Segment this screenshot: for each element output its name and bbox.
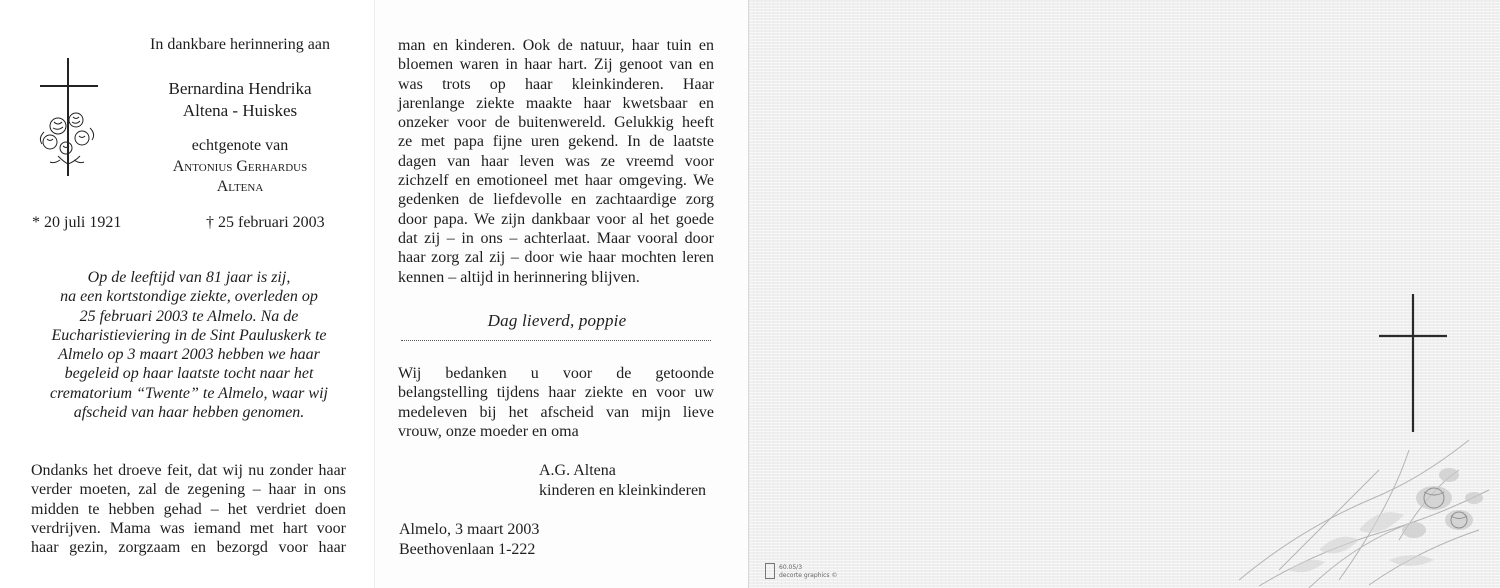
cross-with-roses-icon <box>30 56 102 180</box>
body-line: zichzelf en emotioneel met haar omgeving. We <box>398 172 714 190</box>
body-line: onzeker voor de buitenwereld. Gelukkig heeft <box>398 114 714 132</box>
italic-line: crematorium “Twente” te Almelo, waar wij <box>50 384 328 402</box>
body-line: bloemen waren in haar hart. Zij genoot van en <box>398 56 714 74</box>
italic-line: Almelo op 3 maart 2003 hebben we haar <box>58 346 320 364</box>
thanks-line: vrouw, onze moeder en oma <box>398 422 579 440</box>
spouse-label: echtgenote van <box>191 137 289 154</box>
thanks-line: Wij bedanken u voor de getoonde <box>398 365 714 382</box>
card-panel-left <box>0 0 374 588</box>
card-logo-code: 60.05/3 <box>779 564 803 571</box>
card-panel-right <box>748 0 1500 588</box>
italic-line: na een kortstondige ziekte, overleden op <box>60 288 318 306</box>
thanks-line: medeleven bij het afscheid van mijn lieve <box>398 403 714 421</box>
body-line: haar zorg zal zij – door wie haar mochten leren <box>398 249 714 267</box>
spouse-name-line2: Altena <box>216 178 264 195</box>
body-line: dat zij – in ons – achterlaat. Maar vooral door <box>398 229 714 247</box>
obituary-italic-text <box>20 268 358 422</box>
body-line: kennen – altijd in herinnering blijven. <box>398 268 640 286</box>
italic-line: Op de leeftijd van 81 jaar is zij, <box>87 269 291 286</box>
spouse-name-line1: Antonius Gerhardus <box>172 158 308 175</box>
signature-name: A.G. Altena <box>539 462 616 479</box>
body-line: verdrijven. Mama was iemand met hart voor <box>31 519 346 537</box>
body-line: gedenken de liefdevolle en zachtaardige zorg <box>398 191 714 209</box>
card-logo-icon <box>765 563 775 579</box>
death-date: † 25 februari 2003 <box>206 214 325 231</box>
deceased-name-line2: Altena - Huiskes <box>182 101 298 120</box>
address: Beethovenlaan 1-222 <box>399 541 536 558</box>
body-line: Ondanks het droeve feit, dat wij nu zonder haar <box>31 462 346 479</box>
place-and-date: Almelo, 3 maart 2003 <box>399 521 540 538</box>
body-line: was trots op haar kleinkinderen. Haar <box>398 75 714 93</box>
body-line: midden te hebben gehad – het verdriet doen <box>31 500 346 518</box>
farewell-line: Dag lieverd, poppie <box>487 311 627 330</box>
thanks-text <box>398 364 714 441</box>
tribute-text-part2 <box>398 36 714 287</box>
italic-line: 25 februari 2003 te Almelo. Na de <box>79 307 299 325</box>
body-line: ze met papa fijne uren gekend. In de laatste <box>398 133 714 151</box>
italic-line: begeleid op haar laatste tocht naar het <box>64 365 314 383</box>
birth-date: * 20 juli 1921 <box>32 214 122 231</box>
card-logo-brand: decorte graphics © <box>779 572 838 579</box>
floral-decoration-icon <box>1219 380 1500 588</box>
memorial-heading: In dankbare herinnering aan <box>150 36 330 53</box>
body-line: dagen van haar leven was ze vreemd voor <box>398 152 714 170</box>
card-panel-middle <box>374 0 748 588</box>
signature-family: kinderen en kleinkinderen <box>539 482 707 499</box>
tribute-text-part1 <box>31 461 346 557</box>
italic-line: afscheid van haar hebben genomen. <box>73 404 305 422</box>
body-line: man en kinderen. Ook de natuur, haar tuin en <box>398 37 714 54</box>
body-line: haar gezin, zorgzaam en bezorgd voor haar <box>31 539 346 557</box>
deceased-name-line1: Bernardina Hendrika <box>168 79 312 98</box>
italic-line: Eucharistieviering in de Sint Pauluskerk te <box>51 326 327 344</box>
thanks-line: belangstelling tijdens haar ziekte en voor uw <box>398 384 714 402</box>
body-line: verder moeten, zal de zegening – haar in ons <box>31 481 346 499</box>
body-line: jarenlange ziekte maakte haar kwetsbaar en <box>398 94 714 112</box>
dotted-divider <box>401 340 711 341</box>
body-line: door papa. We zijn dankbaar voor al het goede <box>398 210 714 228</box>
